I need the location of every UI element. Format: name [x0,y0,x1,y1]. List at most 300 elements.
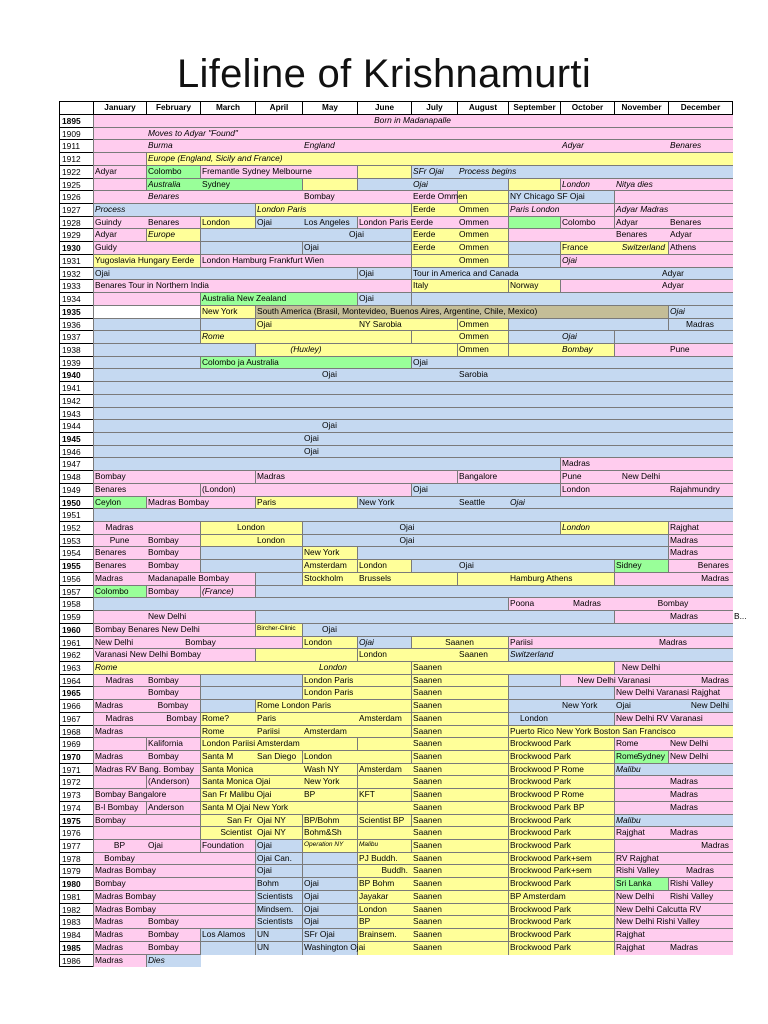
place-label: Madras [670,776,698,787]
place-label: Ommen [459,229,489,240]
place-label: Washington Ojai [304,941,366,952]
place-label: Ojai [413,356,428,367]
period-block [200,674,303,688]
place-label: Rajghat [616,941,645,952]
place-label: Wash NY [304,763,340,774]
place-label: Ojai [322,369,337,380]
place-label: Brockwood P Rome [510,763,584,774]
place-label: Brockwood Park [510,916,571,927]
year-cell: 1929 [59,228,94,242]
place-label: Ojai NY [257,827,286,838]
place-label: Madras [95,954,123,965]
place-label: Ojai [510,496,525,507]
place-label: Rishi Valley [670,878,714,889]
period-block [302,864,358,878]
place-label: Paris London [510,204,560,215]
place-label: Santa M Ojai New York [202,801,289,812]
place-label: Born in Madanapalle [374,115,451,125]
place-label: Fremantle Sydney Melbourne [202,165,312,176]
place-label: Sydney [637,751,665,761]
period-block [200,318,256,332]
year-cell: 1942 [59,394,94,408]
place-label: Rajahmundry [670,483,720,494]
place-label: Bircher-Clinic [257,624,296,632]
place-label: Malibu [359,841,379,849]
place-label: Ojai [349,229,364,240]
month-header: December [668,101,733,115]
place-label: Benares [148,191,180,202]
place-label: Saanen [413,674,442,685]
place-label: Saanen [413,903,442,914]
place-label: Foundation [202,840,244,851]
place-label: Pariisi [257,725,280,736]
year-cell: 1978 [59,852,94,866]
place-label: Switzerland [621,242,665,253]
year-cell: 1980 [59,877,94,891]
place-label: SFr Ojai [413,165,444,176]
place-label: Brockwood Park [510,878,571,889]
place-label: Amsterdam [304,560,347,571]
period-block [255,610,615,624]
place-label: Ojai [322,623,337,634]
place-label: Bombay [166,712,197,723]
place-label: PJ Buddh. [359,852,398,863]
place-label: London [304,751,332,761]
period-block [93,318,201,332]
period-block [357,165,412,179]
place-label: Brockwood Park [510,827,571,838]
period-block [614,190,733,204]
place-label: Scientists [257,916,293,927]
place-label: Ojai [304,878,319,889]
year-cell: 1912 [59,152,94,166]
year-cell: 1927 [59,203,94,217]
place-label: London [237,522,265,533]
place-label: UN [257,929,270,940]
place-label: BP/Bohm [304,814,340,825]
place-label: Ojai [148,840,163,851]
place-label: (London) [202,483,236,494]
place-label: Ojai [257,840,272,851]
year-cell: 1947 [59,457,94,471]
place-label: Saanen [413,776,442,787]
place-label: Nitya dies [616,178,653,189]
place-label: Saanen [413,801,442,812]
year-cell: 1950 [59,496,94,510]
place-label: Yugoslavia Hungary Eerde [95,254,195,265]
place-label: New Delhi [95,636,134,647]
month-header: August [457,101,509,115]
place-label: England [304,140,335,151]
place-label: London [359,903,387,914]
place-label: Madras [670,827,698,838]
place-label: Bombay Bangalore [95,789,167,800]
year-cell: 1945 [59,432,94,446]
place-label: Madras Bombay [95,865,156,876]
place-label: Saanen [413,929,442,940]
place-label: Santa Monica Ojai [202,776,271,787]
place-label: Madras [670,941,698,952]
place-label: Kalifornia [148,738,183,749]
place-label: New York [562,700,598,711]
place-label: Ommen [459,216,489,227]
place-label: Saanen [413,700,442,711]
place-label: Eerde [413,242,436,253]
place-label: Brockwood Park BP [510,801,585,812]
year-cell: 1933 [59,279,94,293]
place-label: Madras [95,572,123,583]
place-label: Ommen [459,318,489,329]
place-label: Madras [670,611,698,622]
place-label: New Delhi [690,700,729,711]
place-label: Guindy [95,216,122,227]
year-cell: 1982 [59,903,94,917]
place-label: Benares [148,216,180,227]
place-label: London [359,560,387,571]
place-label: Bohm&Sh [304,827,342,838]
period-block [93,368,733,382]
place-label: Benares [95,547,127,558]
year-cell: 1951 [59,508,94,522]
place-label: London [202,216,230,227]
place-label: Madras [573,598,601,609]
place-label: Madras [257,471,285,482]
year-cell: 1956 [59,572,94,586]
place-label: Pariisi [510,636,533,647]
period-block [93,508,733,522]
place-label: San Fr Malibu Ojai [202,789,272,800]
place-label: Scientists [257,890,293,901]
place-label: UN [257,941,270,952]
place-label: Seattle [459,496,486,507]
place-label: Ojai [304,433,319,443]
period-block [302,623,733,637]
place-label: France [562,242,589,253]
place-label: Ommen [459,242,489,253]
place-label: Bombay [148,585,179,596]
place-label: Bombay [148,929,179,940]
year-cell: 1960 [59,623,94,637]
place-label: Benares [616,229,648,240]
period-block [200,559,303,573]
year-cell: 1931 [59,254,94,268]
place-label: Brockwood Park [510,941,571,952]
place-label: Brockwood Park [510,738,571,749]
place-label: Brainsem. [359,929,397,940]
place-label: (France) [202,585,234,596]
period-block [93,356,201,370]
period-block [508,178,561,192]
place-label: New Delhi Calcutta RV [616,903,702,914]
place-label: Madras [95,751,123,761]
place-label: Bombay Benares New Delhi [95,623,200,634]
place-label: Ojai [562,331,577,342]
year-cell: 1962 [59,648,94,662]
place-label: Saanen [445,636,474,647]
year-cell: 1959 [59,610,94,624]
period-block [302,178,358,192]
place-label: Ommen [459,254,489,265]
year-cell: 1946 [59,445,94,459]
place-label: Ceylon [95,496,122,507]
place-label: Brockwood Park [510,751,571,761]
place-label: Madras [659,636,687,647]
place-label: Bombay [148,674,179,685]
place-label: Australia New Zealand [202,293,287,304]
place-label: Bombay [148,560,179,571]
place-label: Ojai [459,560,474,571]
place-label: Bombay [148,534,179,545]
year-cell: 1932 [59,267,94,281]
year-cell: 1937 [59,330,94,344]
place-label: Eerde [413,204,436,215]
place-label: Adyar [562,140,584,151]
year-cell: 1964 [59,674,94,688]
place-label: Saanen [413,865,442,876]
place-label: London Pariisi Amsterdam [202,738,300,749]
year-cell: 1970 [59,750,94,764]
year-cell: 1955 [59,559,94,573]
place-label: Ojai [399,534,415,545]
place-label: Process begins [459,165,517,176]
period-block [93,407,733,421]
place-label: Bombay [148,751,179,761]
place-label: Madras RV Bang. Bombay [95,763,194,774]
place-label: Bombay [148,687,179,698]
place-label: Bombay [95,471,126,482]
page-title: Lifeline of Krishnamurti [176,52,592,96]
place-label: New Delhi [621,471,661,482]
year-cell: 1939 [59,356,94,370]
place-label: London Paris [304,687,354,698]
place-label: Anderson [148,801,184,812]
place-label: Rome? [202,712,229,723]
place-label: Athens [670,242,697,253]
place-label: Adyar [670,229,692,240]
period-block [411,356,733,370]
place-label: Burma [148,140,173,151]
month-header: April [255,101,303,115]
place-label: Scientist BP [359,814,405,825]
place-label: Benares [95,483,127,494]
period-block [93,394,733,408]
place-label: London [319,661,347,672]
place-label: Amsterdam [304,725,347,736]
year-cell: 1930 [59,241,94,255]
place-label: Rajghat [616,929,645,940]
place-label: Adyar [662,280,684,291]
place-label: London [520,712,548,723]
place-label: Colombo ja Australia [202,356,279,367]
year-cell: 1983 [59,915,94,929]
period-block [93,432,733,446]
place-label: Rishi Valley [616,865,660,876]
year-cell: 1954 [59,546,94,560]
place-label: Madras Bombay [148,496,209,507]
place-label: Saanen [413,725,442,736]
period-block [411,292,733,306]
place-label: Ojai [257,216,272,227]
place-label: Ojai [304,903,319,914]
period-block [255,585,733,599]
year-cell: 1968 [59,725,94,739]
place-label: Colombo [148,165,182,176]
place-label: Ojai [562,254,577,265]
place-label: Rajghat [670,522,699,533]
place-label: Bombay [95,878,126,889]
place-label: Ommen [459,204,489,215]
month-header: September [508,101,561,115]
period-block [93,445,733,459]
period-block [255,648,358,662]
month-header: February [146,101,201,115]
place-label: Colombo [562,216,596,227]
year-cell: 1957 [59,585,94,599]
place-label: (Anderson) [148,776,190,787]
period-block [200,941,256,955]
place-label: Puerto Rico New York Boston San Francisco [510,725,676,736]
place-label: Adyar [662,267,684,278]
period-block [93,178,147,192]
place-label: Saanen [413,763,442,774]
place-label: SFr Ojai [304,929,335,940]
year-cell: 1967 [59,712,94,726]
place-label: Los Alamos [202,929,246,940]
place-label: Sarobia [459,369,488,380]
place-label: Bombay [657,598,689,609]
place-label: Switzerland [510,649,554,660]
place-label: New York [202,305,238,316]
place-label: Madras [95,929,123,940]
place-label: London [562,522,590,533]
place-label: Brockwood Park [510,929,571,940]
period-block [93,305,201,319]
year-cell: 1926 [59,190,94,204]
period-block [614,330,733,344]
place-label: Rome [616,738,639,749]
year-cell: 1966 [59,699,94,713]
year-cell: 1963 [59,661,94,675]
period-block [508,254,561,268]
place-label: Madras [95,725,123,736]
month-header: July [411,101,458,115]
place-label: Eerde [413,229,436,240]
year-cell: 1941 [59,381,94,395]
place-label: Colombo [95,585,129,596]
place-label: Bombay [185,636,216,647]
place-label: Rajghat [616,827,645,838]
place-label: Ojai [359,636,374,647]
place-label: Australia [148,178,181,189]
place-label: Brockwood Park [510,903,571,914]
year-cell: 1974 [59,801,94,815]
year-cell: 1909 [59,127,94,141]
place-label: Ommen [459,331,489,342]
place-label: Ojai [616,700,631,711]
place-label: Saanen [413,941,442,952]
place-label: Ojai [95,267,110,278]
place-label: Madras [701,572,729,583]
place-label: Poona [510,598,535,609]
year-cell: 1943 [59,407,94,421]
place-label: Brussels [359,572,392,583]
place-label: Saanen [413,916,442,927]
place-label: Bohm [257,878,279,889]
place-label: Ojai [413,483,428,494]
month-header: June [357,101,412,115]
place-label: Madras Bombay [95,903,156,914]
place-label: Operation NY [304,841,344,849]
place-label: KFT [359,789,375,800]
place-label: Amsterdam [359,763,402,774]
place-label: Malibu [616,814,641,825]
place-label: Saanen [413,712,442,723]
place-label: London Paris [257,204,307,215]
place-label: Paris [257,496,277,507]
period-block [508,216,561,230]
place-label: Ojai [304,916,319,927]
place-label: Saanen [413,687,442,698]
period-block [508,241,561,255]
period-block [93,826,201,840]
place-label: Italy [413,280,429,291]
place-label: Madras [95,941,123,952]
place-label: Saanen [413,890,442,901]
place-label: Madras [670,547,698,558]
year-cell: 1958 [59,597,94,611]
place-label: Rome London Paris [257,700,332,711]
place-label: Madras [95,700,123,711]
place-label: Ojai [304,890,319,901]
place-label: London [359,649,387,660]
place-label: Adyar Madras [616,204,669,215]
place-label: Brockwood Park [510,776,571,787]
place-label: Bombay [148,547,179,558]
period-block [200,546,303,560]
place-label: Brockwood Park+sem [510,865,592,876]
place-label: Bombay [104,852,135,863]
place-label: New Delhi [148,611,187,622]
period-block [200,699,256,713]
place-label: BP Amsterdam [510,890,566,901]
place-label: Guidy [95,242,117,253]
place-label: Rome [202,725,225,736]
period-block [93,737,147,751]
place-label: B-l Bombay [95,801,139,812]
place-label: Benares [670,140,702,151]
year-cell: 1895 [59,114,94,128]
period-block [508,686,615,700]
year-cell: 1969 [59,737,94,751]
place-label: New Delhi Rishi Valley [616,916,700,927]
place-label: Ojai [413,178,428,189]
period-block [302,852,358,866]
place-label: Ojai [322,420,337,431]
place-label: Benares [670,216,702,227]
month-header: March [200,101,256,115]
place-label: New Delhi RV Varanasi [616,712,703,723]
period-block [255,572,303,586]
period-block [93,597,509,611]
period-block [93,381,733,395]
place-label: Madras [701,840,729,851]
place-label: Hamburg Athens [510,572,573,583]
year-cell: 1961 [59,636,94,650]
year-cell: 1911 [59,139,94,153]
year-cell: 1979 [59,864,94,878]
year-cell: 1986 [59,954,94,968]
year-cell: 1948 [59,470,94,484]
